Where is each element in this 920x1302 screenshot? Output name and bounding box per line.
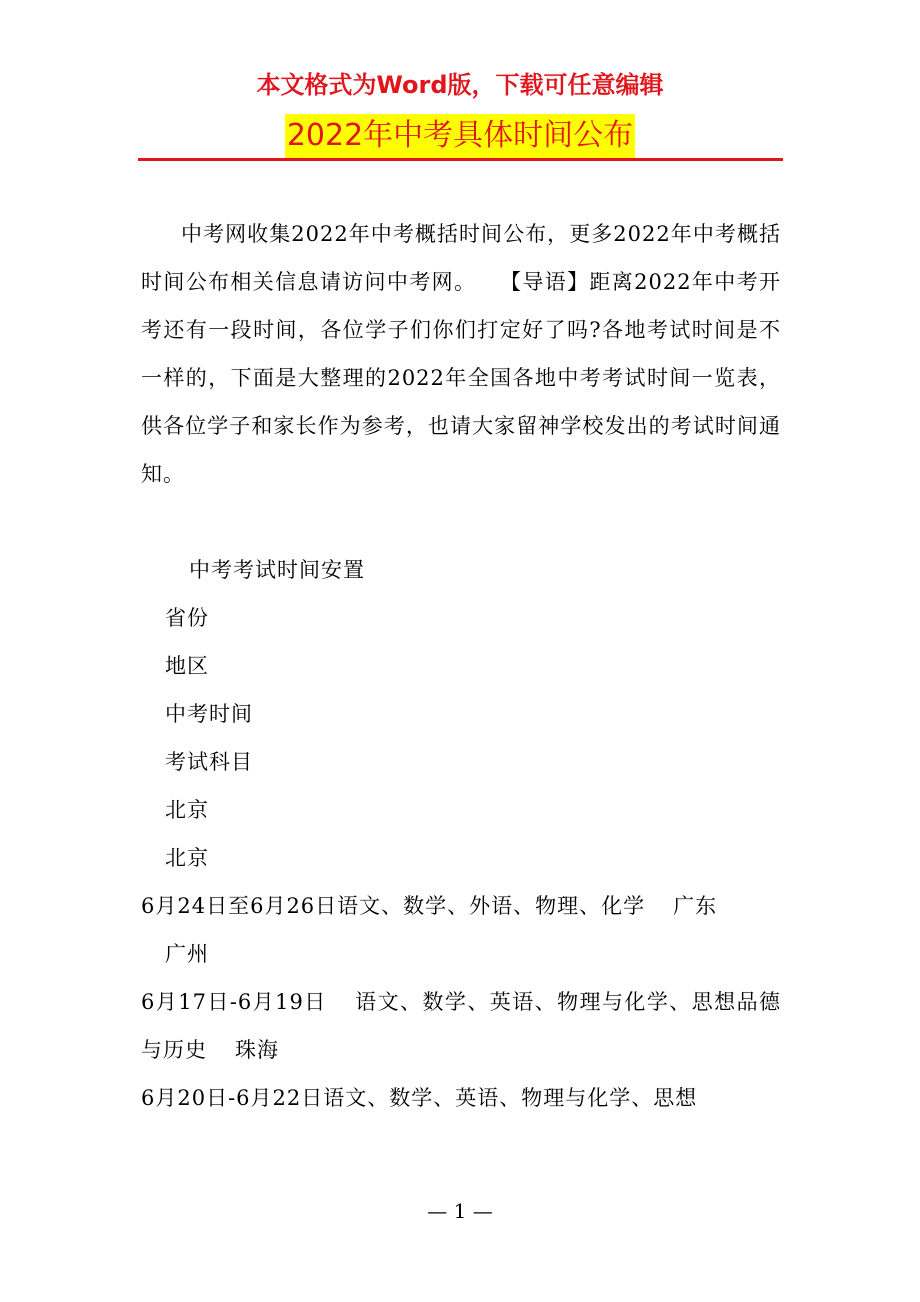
title-divider xyxy=(138,158,783,161)
intro-paragraph: 中考网收集2022年中考概括时间公布，更多2022年中考概括时间公布相关信息请访问中考网。 【导语】距离2022年中考开考还有一段时间，各位学子们你们打定好了吗?各地考试时间是不一样的，下面是大整理的2022年全国各地中考考试时间一览表，供各位学子和家长作为参考，也请大家留神学校发出的考试时间通知。 xyxy=(141,222,781,486)
table-item-province: 省份 xyxy=(165,606,209,630)
table-item-exam-time: 中考时间 xyxy=(165,702,253,726)
table-item-beijing-province: 北京 xyxy=(165,798,209,822)
table-item-guangzhou: 广州 xyxy=(165,942,209,966)
row-guangzhou-date: 6月17日-6月19日 xyxy=(141,990,327,1014)
table-item-beijing-region: 北京 xyxy=(165,846,209,870)
title-container xyxy=(0,114,920,158)
document-body xyxy=(141,210,781,1122)
table-item-subjects: 考试科目 xyxy=(165,750,253,774)
download-banner: 本文格式为Word版，下载可任意编辑 xyxy=(256,71,664,99)
row-guangzhou xyxy=(141,978,781,1074)
page-title: 2022年中考具体时间公布 xyxy=(285,114,635,158)
row-zhuhai: 6月20日-6月22日语文、数学、英语、物理与化学、思想 xyxy=(141,1086,698,1110)
page-number: — 1 — xyxy=(427,1199,493,1223)
row-beijing xyxy=(141,882,781,930)
row-beijing-next: 广东 xyxy=(673,894,718,918)
section-heading: 中考考试时间安置 xyxy=(189,558,365,582)
row-guangzhou-next: 珠海 xyxy=(235,1038,279,1062)
row-beijing-text: 6月24日至6月26日语文、数学、外语、物理、化学 xyxy=(141,894,646,918)
table-item-region: 地区 xyxy=(165,654,209,678)
row-guangzhou-subjects: 语文、数学、英语、物理与化学、思想品德与历史 xyxy=(141,990,782,1062)
